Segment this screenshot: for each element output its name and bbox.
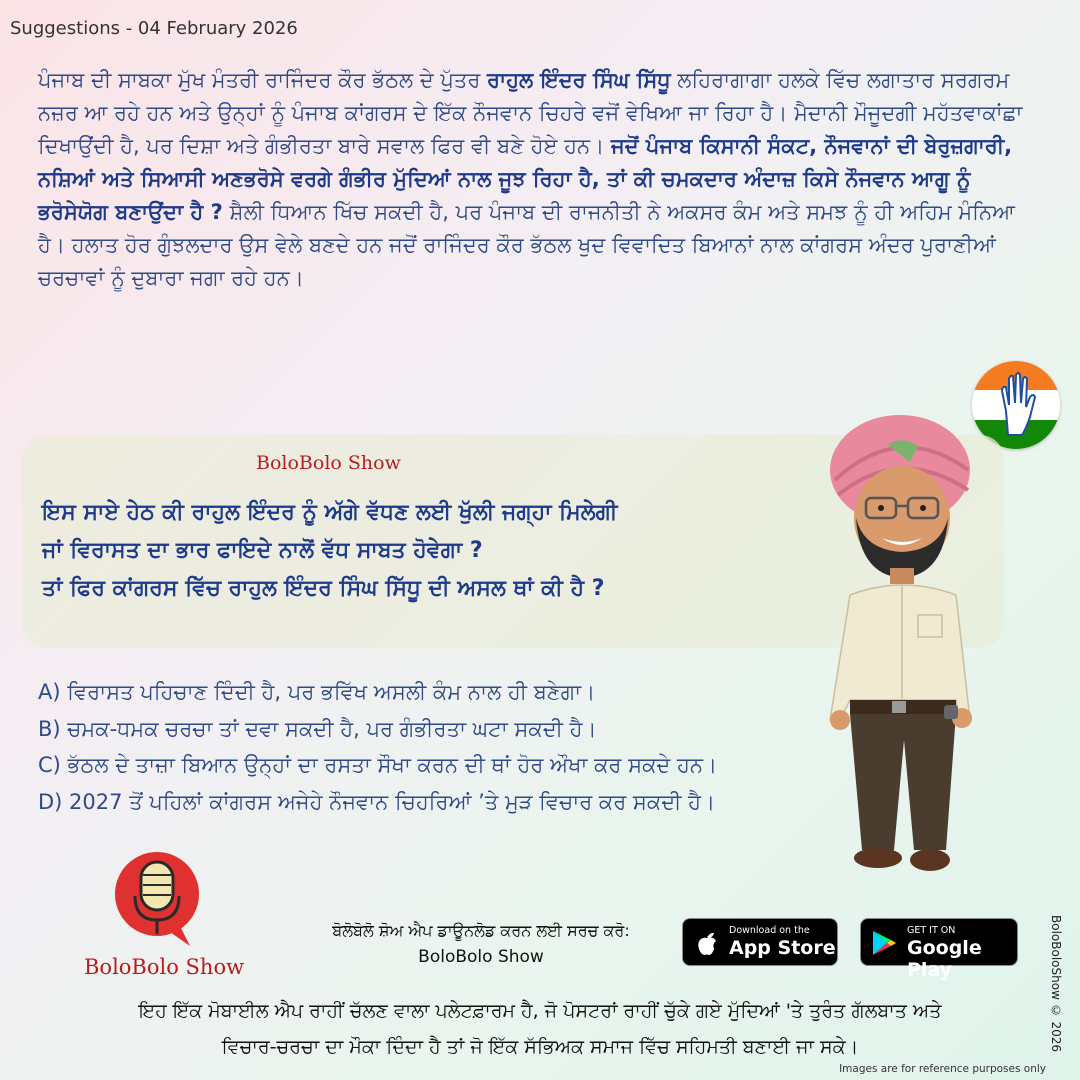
search-instruction: ਬੋਲੋਬੋਲੋ ਸ਼ੋਅ ਐਪ ਡਾਊਨਲੋਡ ਕਰਨ ਲਈ ਸਰਚ ਕਰੋ: xyxy=(332,921,630,940)
platform-description xyxy=(60,993,1020,1065)
disclaimer-text: Images are for reference purposes only xyxy=(839,1063,1046,1075)
option-a[interactable]: A) ਵਿਰਾਸਤ ਪਹਿਚਾਣ ਦਿੰਦੀ ਹੈ, ਪਰ ਭਵਿੱਖ ਅਸਲੀ ਕੰਮ ਨਾਲ ਹੀ ਬਣੇਗਾ। xyxy=(38,680,596,704)
option-b[interactable]: B) ਚਮਕ-ਧਮਕ ਚਰਚਾ ਤਾਂ ਦਵਾ ਸਕਦੀ ਹੈ, ਪਰ ਗੰਭੀਰਤਾ ਘਟਾ ਸਕਦੀ ਹੈ। xyxy=(38,716,597,741)
platform-line: ਇਹ ਇੱਕ ਮੋਬਾਈਲ ਐਪ ਰਾਹੀਂ ਚੱਲਣ ਵਾਲਾ ਪਲੇਟਫ਼ਾਰਮ ਹੈ, ਜੋ ਪੋਸਟਰਾਂ ਰਾਹੀਂ ਚੁੱਕੇ ਗਏ ਮੁੱਦਿਆਂ 'ਤੇ ਤੁਰੰਤ ਗੱਲਬਾਤ ਅਤੇ xyxy=(138,1000,942,1022)
article-intro: ਪੰਜਾਬ ਦੀ ਸਾਬਕਾ ਮੁੱਖ ਮੰਤਰੀ ਰਾਜਿੰਦਰ ਕੌਰ ਭੱਠਲ ਦੇ ਪੁੱਤਰ xyxy=(38,68,488,92)
app-search-prompt xyxy=(300,918,662,970)
apple-icon xyxy=(695,929,719,957)
microphone-icon xyxy=(110,850,204,950)
google-play-button[interactable] xyxy=(860,918,1018,981)
google-play-small-label: GET IT ON xyxy=(907,925,956,936)
article-text xyxy=(38,64,1038,295)
option-c[interactable]: C) ਭੱਠਲ ਦੇ ਤਾਜ਼ਾ ਬਿਆਨ ਉਨ੍ਹਾਂ ਦਾ ਰਸਤਾ ਸੌਖਾ ਕਰਨ ਦੀ ਥਾਂ ਹੋਰ ਔਖਾ ਕਰ ਸਕਦੇ ਹਨ। xyxy=(38,753,718,777)
article-conclusion: ਸ਼ੈਲੀ ਧਿਆਨ ਖਿੱਚ ਸਕਦੀ ਹੈ, ਪਰ ਪੰਜਾਬ ਦੀ ਰਾਜਨੀਤੀ ਨੇ ਅਕਸਰ ਕੰਮ ਅਤੇ ਸਮਝ ਨੂੰ ਹੀ ਅਹਿਮ ਮੰਨਿਆ ਹੈ। ਹਲਾਤ ਹੋਰ ਗੁੰਝਲਦਾਰ ਉਸ ਵੇਲੇ ਬਣਦੇ ਹਨ ਜਦੋਂ ਰਾਜਿੰਦਰ ਕੌਰ ਭੱਠਲ ਖੁਦ ਵਿਵਾਦਿਤ ਬਿਆਨਾਂ ਨਾਲ ਕਾਂਗਰਸ ਅੰਦਰ ਪੁਰਾਣੀਆਂ ਚਰਚਾਵਾਂ ਨੂੰ ਦੁਬਾਰਾ ਜਗਾ ਰਹੇ ਹਨ। xyxy=(38,200,1015,290)
question-box-brand: BoloBolo Show xyxy=(256,452,401,474)
app-store-button[interactable] xyxy=(682,918,838,966)
answer-options xyxy=(38,674,838,820)
platform-line: ਵਿਚਾਰ-ਚਰਚਾ ਦਾ ਮੌਕਾ ਦਿੰਦਾ ਹੈ ਤਾਂ ਜੋ ਇੱਕ ਸੱਭਿਅਕ ਸਮਾਜ ਵਿੱਚ ਸਹਿਮਤੀ ਬਣਾਈ ਜਾ ਸਕੇ। xyxy=(221,1036,859,1058)
google-play-icon xyxy=(871,929,897,957)
google-play-label: Google Play xyxy=(907,937,982,981)
question-line: ਜਾਂ ਵਿਰਾਸਤ ਦਾ ਭਾਰ ਫਾਇਦੇ ਨਾਲੋਂ ਵੱਧ ਸਾਬਤ ਹੋਵੇਗਾ ? xyxy=(42,538,483,563)
question-box-text xyxy=(42,494,802,608)
app-store-label: App Store xyxy=(729,937,836,959)
question-line: ਇਸ ਸਾਏ ਹੇਠ ਕੀ ਰਾਹੁਲ ਇੰਦਰ ਨੂੰ ਅੱਗੇ ਵੱਧਣ ਲਈ ਖੁੱਲੀ ਜਗ੍ਹਾ ਮਿਲੇਗੀ xyxy=(42,500,618,525)
article-body: ਲਹਿਰਾਗਾਗਾ ਹਲਕੇ ਵਿੱਚ ਲਗਾਤਾਰ ਸਰਗਰਮ ਨਜ਼ਰ ਆ ਰਹੇ ਹਨ ਅਤੇ ਉਨ੍ਹਾਂ ਨੂੰ ਪੰਜਾਬ ਕਾਂਗਰਸ ਦੇ ਇੱਕ ਨੌਜਵਾਨ ਚਿਹਰੇ ਵਜੋਂ ਵੇਖਿਆ ਜਾ ਰਿਹਾ ਹੈ। ਮੈਦਾਨੀ ਮੌਜੂਦਗੀ ਮਹੱਤਵਾਕਾਂਛਾ ਦਿਖਾਉਂਦੀ ਹੈ, ਪਰ ਦਿਸ਼ਾ ਅਤੇ ਗੰਭੀਰਤਾ ਬਾਰੇ ਸਵਾਲ ਫਿਰ ਵੀ ਬਣੇ ਹੋਏ ਹਨ। xyxy=(38,68,1023,158)
app-store-small-label: Download on the xyxy=(729,925,810,936)
bolobolo-brand: BoloBolo Show xyxy=(84,955,245,979)
article-question-bold: ਜਦੋਂ ਪੰਜਾਬ ਕਿਸਾਨੀ ਸੰਕਟ, ਨੌਜਵਾਨਾਂ ਦੀ ਬੇਰੁਜ਼ਗਾਰੀ, ਨਸ਼ਿਆਂ ਅਤੇ ਸਿਆਸੀ ਅਣਭਰੋਸੇ ਵਰਗੇ ਗੰਭੀਰ ਮੁੱਦਿਆਂ ਨਾਲ ਜੂਝ ਰਿਹਾ ਹੈ, ਤਾਂ ਕੀ ਚਮਕਦਾਰ ਅੰਦਾਜ਼ ਕਿਸੇ ਨੌਜਵਾਨ ਆਗੂ ਨੂੰ ਭਰੋਸੇਯੋਗ ਬਣਾਉਂਦਾ ਹੈ ? xyxy=(38,134,1013,224)
copyright-text: BoloBoloShow © 2026 xyxy=(1049,915,1063,1053)
option-d[interactable]: D) 2027 ਤੋਂ ਪਹਿਲਾਂ ਕਾਂਗਰਸ ਅਜੇਹੇ ਨੌਜਵਾਨ ਚਿਹਰਿਆਂ ’ਤੇ ਮੁੜ ਵਿਚਾਰ ਕਰ ਸਕਦੀ ਹੈ। xyxy=(38,789,716,814)
page-date-label: Suggestions - 04 February 2026 xyxy=(10,18,298,39)
question-line: ਤਾਂ ਫਿਰ ਕਾਂਗਰਸ ਵਿੱਚ ਰਾਹੁਲ ਇੰਦਰ ਸਿੰਘ ਸਿੱਧੂ ਦੀ ਅਸਲ ਥਾਂ ਕੀ ਹੈ ? xyxy=(42,576,605,601)
article-name-bold: ਰਾਹੁਲ ਇੰਦਰ ਸਿੰਘ ਸਿੱਧੂ xyxy=(487,68,671,92)
search-app-name: BoloBolo Show xyxy=(418,947,544,967)
person-illustration xyxy=(810,400,1010,900)
